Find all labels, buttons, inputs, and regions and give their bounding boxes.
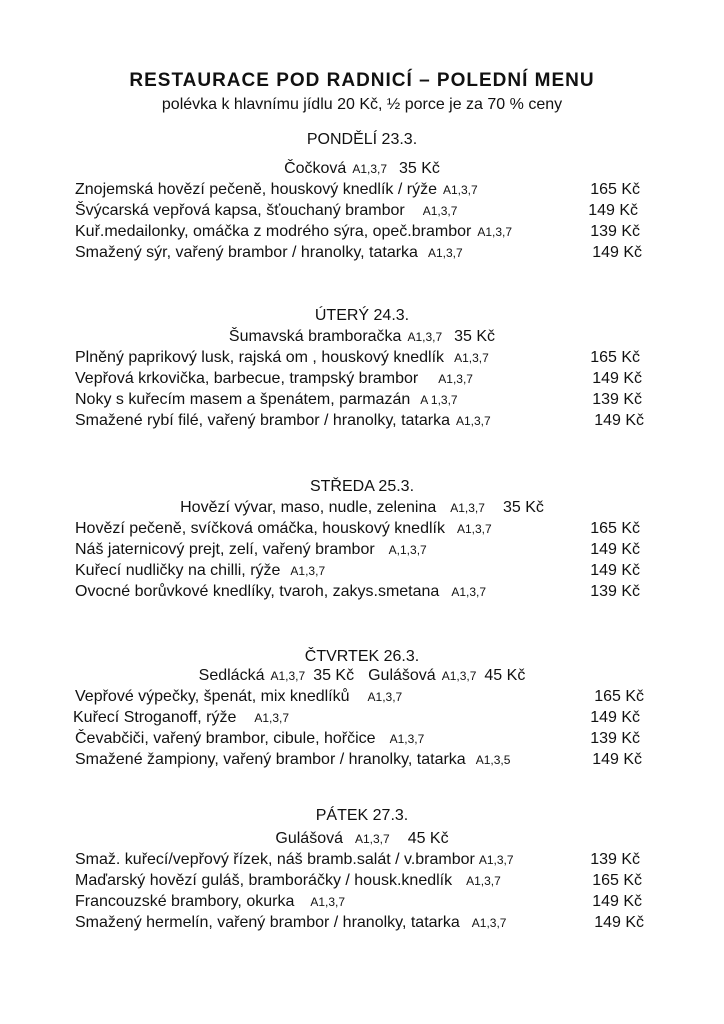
menu-item-monday-2 <box>0 202 724 223</box>
menu-item-thursday-3 <box>0 730 724 751</box>
soup-name: Čočková <box>284 160 347 177</box>
menu-item-wednesday-3 <box>0 562 724 583</box>
item-price: 165 Kč <box>590 181 640 198</box>
item-name: Čevabčiči, vařený brambor, cibule, hořčice <box>75 730 376 747</box>
item-allergens: A1,3,7 <box>454 351 489 365</box>
item-price: 149 Kč <box>594 914 644 931</box>
item-price: 149 Kč <box>592 893 642 910</box>
item-name: Plněný paprikový lusk, rajská om , houskový knedlík <box>75 349 445 366</box>
day-heading-tuesday: ÚTERÝ 24.3. <box>314 307 410 324</box>
item-name: Smažený sýr, vařený brambor / hranolky, tatarka <box>75 244 418 261</box>
item-price: 149 Kč <box>588 202 638 219</box>
item-allergens: A1,3,7 <box>456 522 492 536</box>
item-name: Smažené rybí filé, vařený brambor / hranolky, tatarka <box>75 412 450 429</box>
soup-name: Gulášová <box>368 667 436 684</box>
item-name: Smaž. kuřecí/vepřový řízek, náš bramb.salát / v.brambor <box>75 851 475 868</box>
item-price: 149 Kč <box>594 412 644 429</box>
item-price: 139 Kč <box>590 851 640 868</box>
item-name: Kuř.medailonky, omáčka z modrého sýra, opeč.brambor <box>75 223 472 240</box>
item-price: 165 Kč <box>594 688 644 705</box>
item-price: 149 Kč <box>590 709 640 726</box>
item-allergens: A1,3,7 <box>478 853 514 867</box>
soup-price: 35 Kč <box>502 499 544 516</box>
menu-item-friday-3 <box>0 893 724 914</box>
item-allergens: A1,3,7 <box>451 585 487 599</box>
soup-line-friday <box>0 830 724 851</box>
item-allergens: A1,3,7 <box>427 246 463 260</box>
item-allergens: A1,3,7 <box>389 732 425 746</box>
soup-price: 35 Kč <box>313 667 355 684</box>
item-name: Smažené žampiony, vařený brambor / hranolky, tatarka <box>75 751 466 768</box>
menu-item-wednesday-1 <box>0 520 724 541</box>
menu-item-tuesday-4 <box>0 412 724 433</box>
item-allergens: A1,3,7 <box>471 916 507 930</box>
soup-name: Hovězí vývar, maso, nudle, zelenina <box>180 499 437 516</box>
item-name: Kuřecí Stroganoff, rýže <box>73 709 237 726</box>
item-allergens: A 1,3,7 <box>420 393 458 407</box>
item-name: Náš jaternicový prejt, zelí, vařený brambor <box>75 541 375 558</box>
day-heading-thursday: ČTVRTEK 26.3. <box>304 648 420 665</box>
item-price: 165 Kč <box>590 520 640 537</box>
soup-allergens: A1,3,7 <box>450 501 485 515</box>
menu-item-friday-1 <box>0 851 724 872</box>
item-allergens: A1,3,7 <box>466 874 501 888</box>
soup-line-monday <box>0 160 724 181</box>
soup-line-tuesday <box>0 328 724 349</box>
day-heading-monday: PONDĚLÍ 23.3. <box>306 131 418 148</box>
soup-allergens: A1,3,7 <box>354 832 390 846</box>
item-name: Francouzské brambory, okurka <box>75 893 295 910</box>
item-allergens: A1,3,5 <box>475 753 511 767</box>
item-allergens: A1,3,7 <box>422 204 458 218</box>
menu-item-thursday-1 <box>0 688 724 709</box>
menu-item-tuesday-2 <box>0 370 724 391</box>
soup-price: 45 Kč <box>407 830 449 847</box>
menu-item-wednesday-4 <box>0 583 724 604</box>
soup-allergens: A1,3,7 <box>407 330 443 344</box>
item-price: 165 Kč <box>590 349 640 366</box>
soup-price: 45 Kč <box>484 667 526 684</box>
item-price: 149 Kč <box>590 541 640 558</box>
soup-allergens: A1,3,7 <box>270 669 306 683</box>
item-price: 149 Kč <box>590 562 640 579</box>
item-price: 149 Kč <box>592 244 642 261</box>
item-allergens: A1,3,7 <box>442 183 478 197</box>
item-name: Smažený hermelín, vařený brambor / hranolky, tatarka <box>75 914 460 931</box>
item-name: Znojemská hovězí pečeně, houskový knedlík / rýže <box>75 181 437 198</box>
soup-name: Šumavská bramboračka <box>228 328 402 345</box>
item-price: 139 Kč <box>590 223 640 240</box>
item-name: Maďarský hovězí guláš, bramboráčky / housk.knedlík <box>75 872 453 889</box>
menu-item-monday-3 <box>0 223 724 244</box>
item-price: 149 Kč <box>592 370 642 387</box>
item-allergens: A1,3,7 <box>367 690 403 704</box>
menu-subtitle: polévka k hlavnímu jídlu 20 Kč, ½ porce je za 70 % ceny <box>161 96 563 113</box>
soup-price: 35 Kč <box>399 160 440 177</box>
soup-price: 35 Kč <box>454 328 496 345</box>
menu-item-tuesday-3 <box>0 391 724 412</box>
item-allergens: A1,3,7 <box>438 372 473 386</box>
menu-item-thursday-2 <box>0 709 724 730</box>
item-price: 165 Kč <box>592 872 642 889</box>
item-name: Noky s kuřecím masem a špenátem, parmazán <box>75 391 411 408</box>
item-name: Vepřové výpečky, špenát, mix knedlíků <box>75 688 350 705</box>
item-allergens: A1,3,7 <box>254 711 290 725</box>
day-heading-wednesday: STŘEDA 25.3. <box>309 478 415 495</box>
item-allergens: A1,3,7 <box>290 564 326 578</box>
item-name: Vepřová krkovička, barbecue, trampský brambor <box>75 370 419 387</box>
item-price: 139 Kč <box>592 391 642 408</box>
item-name: Kuřecí nudličky na chilli, rýže <box>75 562 281 579</box>
day-heading-friday: PÁTEK 27.3. <box>315 807 409 824</box>
menu-item-monday-1 <box>0 181 724 202</box>
menu-item-monday-4 <box>0 244 724 265</box>
item-price: 149 Kč <box>592 751 642 768</box>
item-allergens: A1,3,7 <box>455 414 491 428</box>
menu-item-friday-4 <box>0 914 724 935</box>
item-name: Švýcarská vepřová kapsa, šťouchaný brambor <box>75 202 405 219</box>
soup-name: Gulášová <box>275 830 343 847</box>
item-allergens: A,1,3,7 <box>388 543 427 557</box>
menu-item-wednesday-2 <box>0 541 724 562</box>
item-allergens: A1,3,7 <box>477 225 513 239</box>
soup-allergens: A1,3,7 <box>352 162 388 176</box>
soup-allergens: A1,3,7 <box>441 669 477 683</box>
soup-name: Sedlácká <box>198 667 265 684</box>
item-allergens: A1,3,7 <box>310 895 346 909</box>
soup-line-wednesday <box>0 499 724 520</box>
item-price: 139 Kč <box>590 583 640 600</box>
item-name: Hovězí pečeně, svíčková omáčka, houskový knedlík <box>75 520 445 537</box>
menu-item-thursday-4 <box>0 751 724 772</box>
menu-title: RESTAURACE POD RADNICÍ – POLEDNÍ MENU <box>129 70 595 91</box>
item-price: 139 Kč <box>590 730 640 747</box>
soup-line-thursday <box>0 667 724 688</box>
item-name: Ovocné borůvkové knedlíky, tvaroh, zakys.smetana <box>75 583 440 600</box>
menu-item-tuesday-1 <box>0 349 724 370</box>
menu-item-friday-2 <box>0 872 724 893</box>
